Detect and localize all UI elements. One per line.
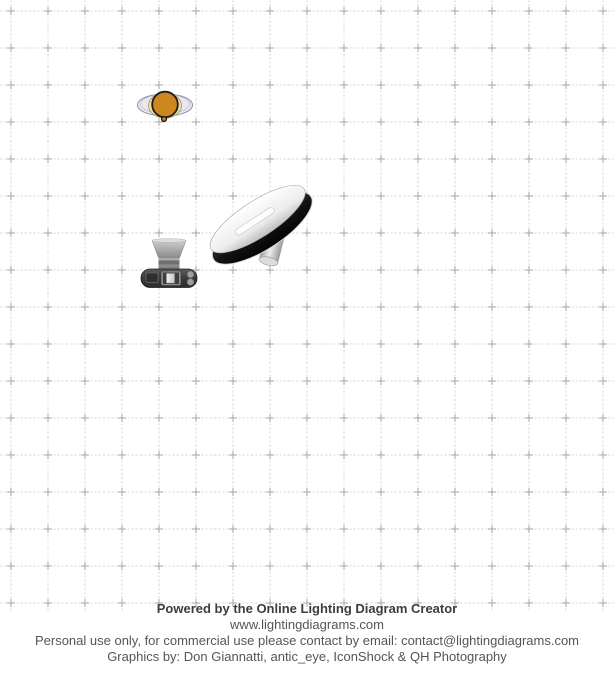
footer-credits	[0, 601, 614, 665]
camera-top-view-icon	[137, 238, 201, 292]
subject-person-icon[interactable]	[130, 80, 200, 128]
powered-by-text: Powered by the Online Lighting Diagram Creator	[156, 601, 458, 616]
camera-lens-hood	[152, 241, 186, 259]
camera-icon[interactable]	[137, 238, 201, 292]
website-text: www.lightingdiagrams.com	[230, 617, 384, 632]
license-text: Personal use only, for commercial use please contact by email: contact@lightingdiagrams.com	[34, 633, 580, 648]
graphics-credits-text: Graphics by: Don Giannatti, antic_eye, IconShock & QH Photography	[107, 649, 507, 664]
person-top-view-icon	[130, 80, 200, 128]
beauty-dish-icon[interactable]	[195, 175, 323, 271]
beauty-dish-light-icon	[195, 175, 323, 271]
